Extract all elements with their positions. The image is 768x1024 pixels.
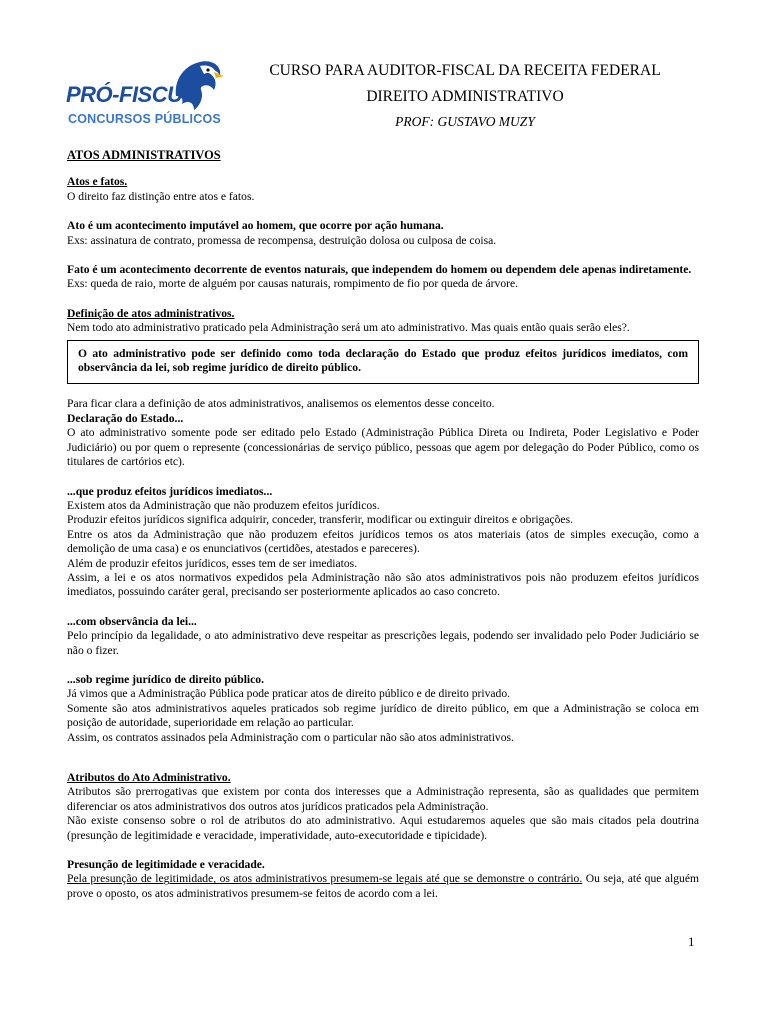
fato-definition: Fato é um acontecimento decorrente de eventos naturais, que independem do homem ou dependem dele apenas indiretamente. [67,263,692,277]
presuncao-underlined-text: Pela presunção de legitimidade, os atos administrativos presumem-se legais até que se demonstre o contrário. [67,872,583,886]
atos-fatos-heading: Atos e fatos. [67,175,128,189]
observancia-text: Pelo princípio da legalidade, o ato administrativo deve respeitar as prescrições legais, podendo ser invalidado pelo Poder Judiciário se não o fizer. [67,629,699,657]
professor-name: PROF: GUSTAVO MUZY [395,114,535,129]
efeitos-heading: ...que produz efeitos jurídicos imediatos... [67,484,273,498]
definicao-text: Nem todo ato administrativo praticado pela Administração será um ato administrativo. Mas quais então quais serão eles?. [67,321,630,335]
page-number: 1 [688,934,695,949]
efeitos-paragraph-4: Além de produzir efeitos jurídicos, esses tem de ser imediatos. [67,556,358,570]
document-body [67,148,699,901]
regime-paragraph-3: Assim, os contratos assinados pela Administração com o particular não são atos administrativos. [67,730,514,744]
declaracao-text: O ato administrativo somente pode ser editado pelo Estado (Administração Pública Direta ou Indireta, Poder Legislativo e Poder Judiciário) ou por quem o represente (concessionárias de serviço público, pessoas que agem por delegação do Poder Público, como os titulares de cartórios etc). [67,426,699,469]
subject-title: DIREITO ADMINISTRATIVO [366,88,564,105]
definition-box: O ato administrativo pode ser definido como toda declaração do Estado que produz efeitos jurídicos imediatos, com observância da lei, sob regime jurídico de direito público. [67,340,699,385]
fato-examples: Exs: queda de raio, morte de alguém por causas naturais, rompimento de fio por queda de árvore. [67,277,519,291]
course-title: CURSO PARA AUDITOR-FISCAL DA RECEITA FEDERAL [269,62,661,79]
definicao-heading: Definição de atos administrativos. [67,306,235,320]
efeitos-paragraph-3: Entre os atos da Administração que não produzem efeitos jurídicos temos os atos materiais (atos de simples execução, como a demolição de uma casa) e os enunciativos (certidões, atestados e pareceres). [67,527,699,556]
logo-brand-text: PRÓ-FISCUM [66,82,201,107]
regime-paragraph-1: Já vimos que a Administração Pública pode praticar atos de direito público e de direito privado. [67,687,511,701]
presuncao-heading: Presunção de legitimidade e veracidade. [67,858,265,872]
atos-fatos-text: O direito faz distinção entre atos e fatos. [67,189,255,203]
atributos-paragraph-2: Não existe consenso sobre o rol de atributos do ato administrativo. Aqui estudaremos aqueles que são mais citados pela doutrina (presunção de legitimidade e veracidade, imperatividade, auto-executoridade e tipicidade). [67,814,699,842]
regime-heading: ...sob regime jurídico de direito público. [67,672,264,686]
para-ficar-text: Para ficar clara a definição de atos administrativos, analisemos os elementos desse conceito. [67,397,495,411]
atributos-paragraph-1: Atributos são prerrogativas que existem por conta dos interesses que a Administração representa, são as qualidades que permitem diferenciar os atos administrativos dos outros atos jurídicos praticados pela Administração. [67,785,699,813]
efeitos-paragraph-2: Produzir efeitos jurídicos significa adquirir, conceder, transferir, modificar ou extinguir direitos e obrigações. [67,513,573,527]
ato-definition: Ato é um acontecimento imputável ao homem, que ocorre por ação humana. [67,219,444,233]
ato-examples: Exs: assinatura de contrato, promessa de recompensa, destruição dolosa ou culposa de coisa. [67,233,497,247]
observancia-heading: ...com observância da lei... [67,614,197,628]
pro-fiscum-logo [66,56,226,130]
logo-subtitle-text: CONCURSOS PÚBLICOS [68,112,221,126]
section-title: ATOS ADMINISTRATIVOS [67,148,221,162]
atributos-heading: Atributos do Ato Administrativo. [67,771,231,784]
efeitos-paragraph-5: Assim, a lei e os atos normativos expedidos pela Administração não são atos administrativos pois não produzem efeitos jurídicos imediatos, possuindo caráter geral, precisando ser posteriormente aplicados ao caso concreto. [67,570,699,599]
presuncao-text [67,872,699,901]
presuncao-rest-text: Ou seja, até que alguém prove o oposto, os atos administrativos presumem-se feitos de acordo com a lei. [67,872,699,900]
efeitos-paragraph-1: Existem atos da Administração que não produzem efeitos jurídicos. [67,498,380,512]
declaracao-heading: Declaração do Estado... [67,411,184,425]
regime-paragraph-2: Somente são atos administrativos aqueles praticados sob regime jurídico de direito público, em que a Administração se coloca em posição de autoridade, superioridade em relação ao particular. [67,701,699,730]
